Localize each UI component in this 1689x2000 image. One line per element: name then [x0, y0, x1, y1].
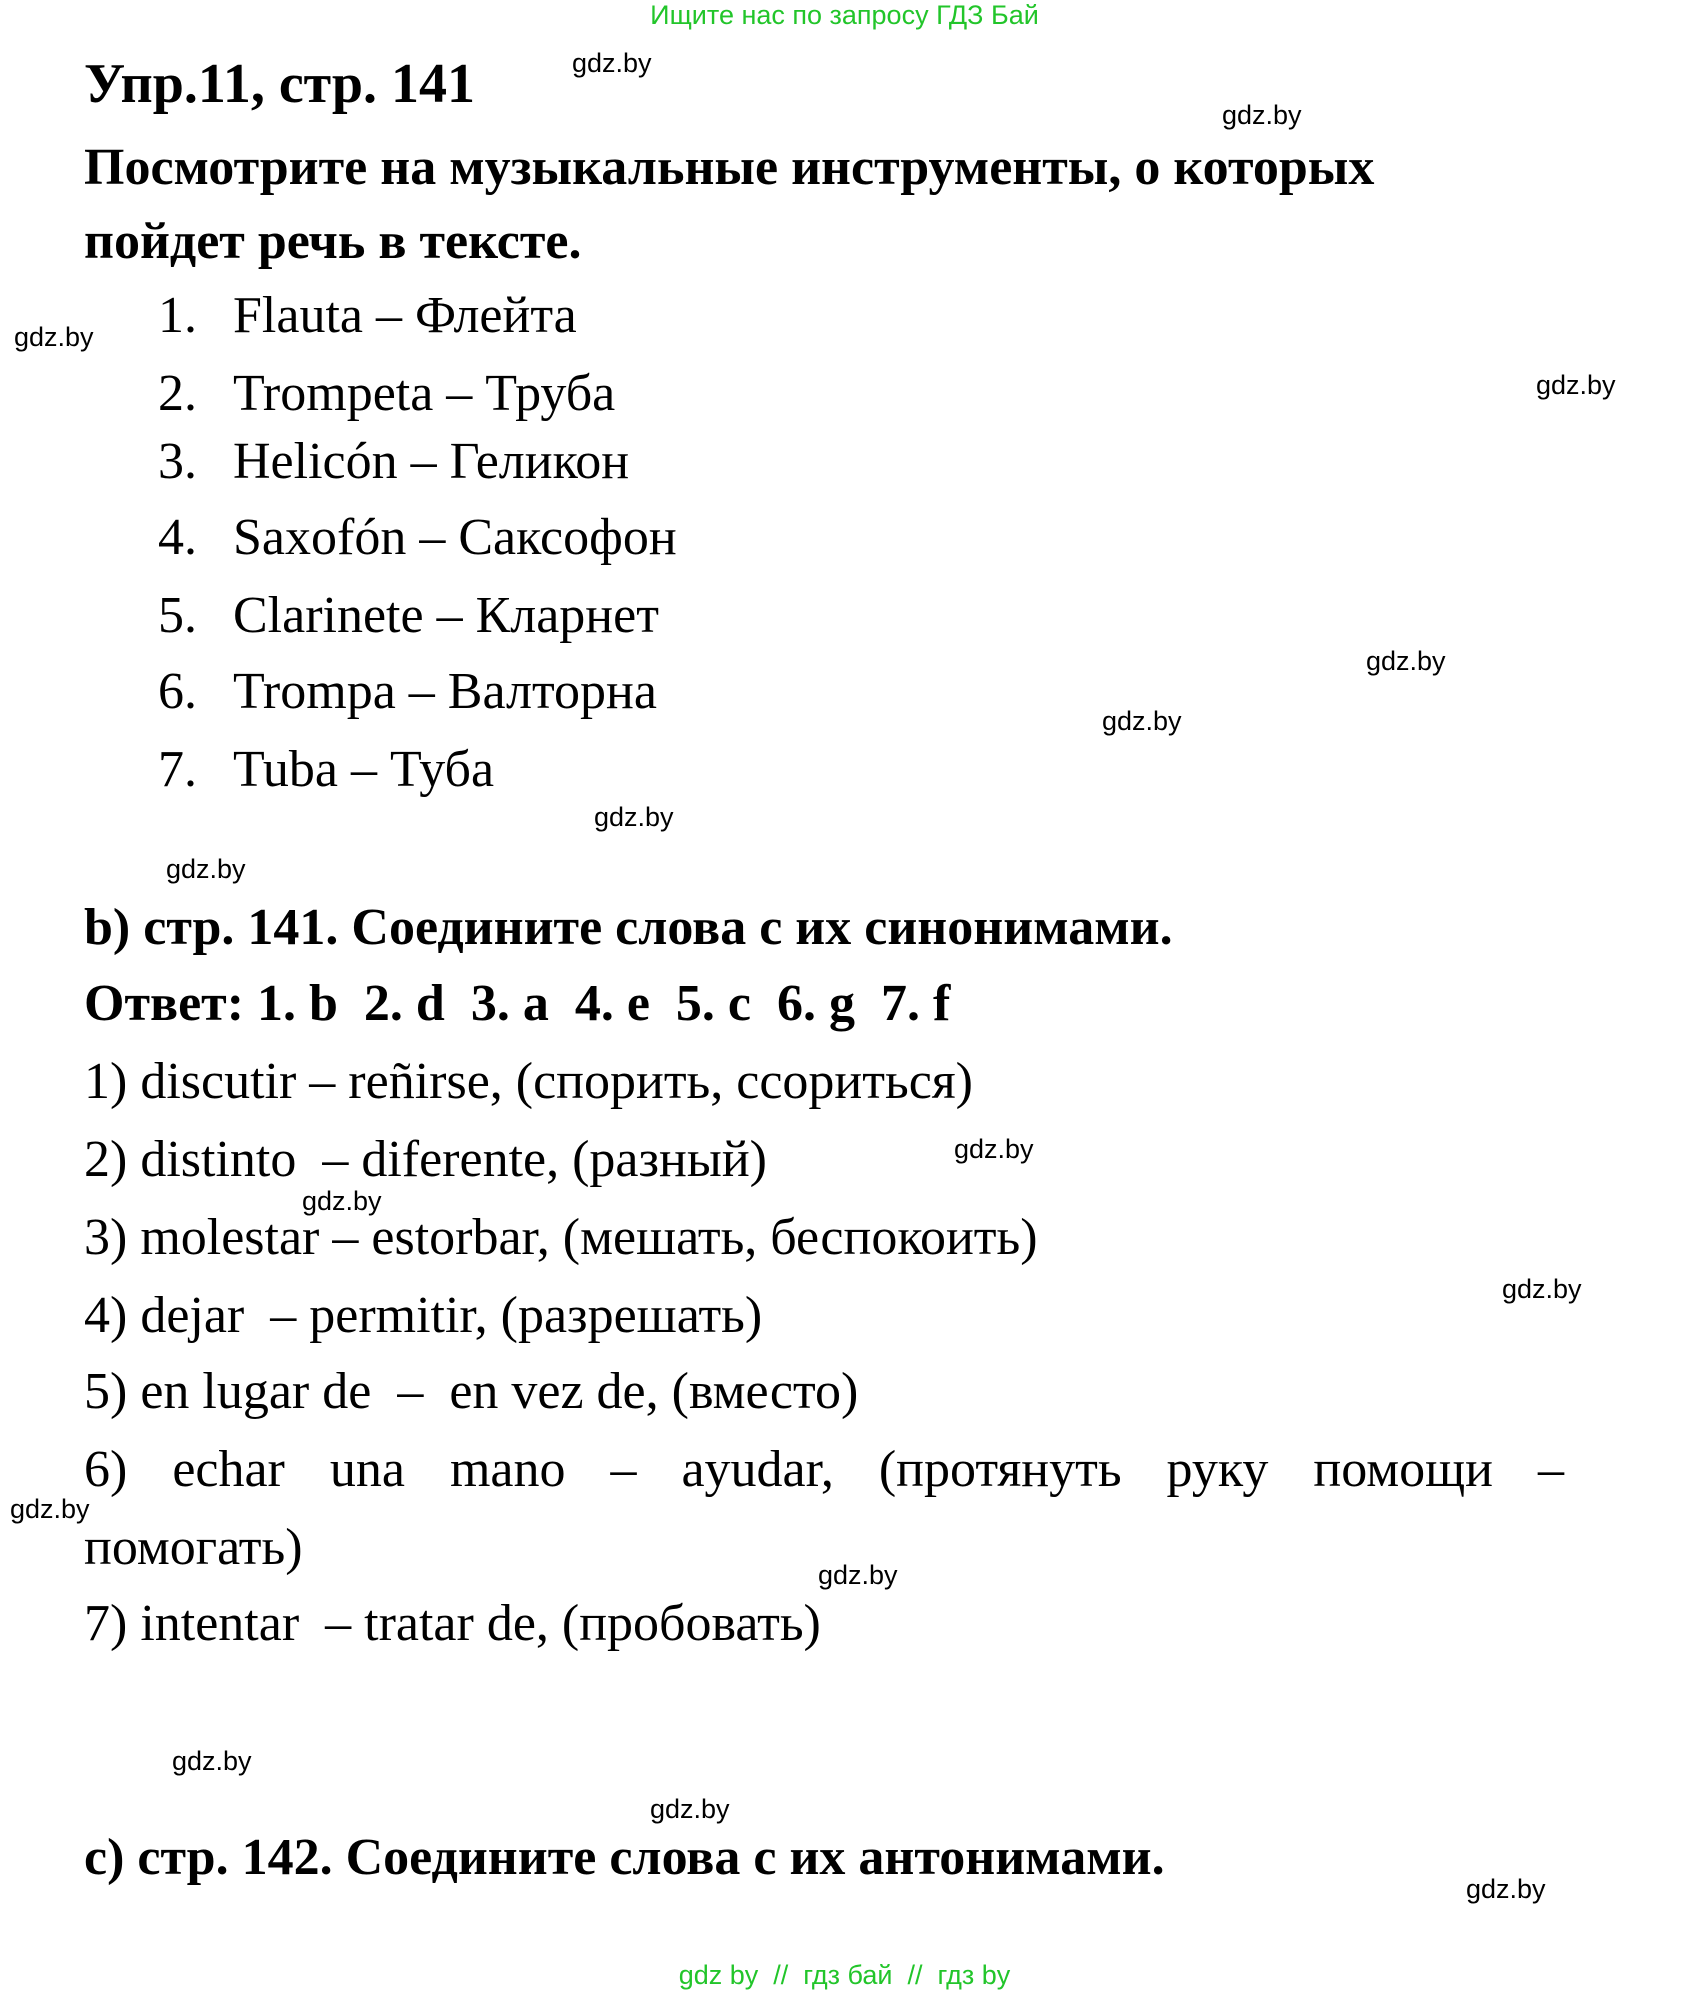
watermark: gdz.by: [572, 48, 652, 78]
item-text: Tuba – Туба: [233, 741, 495, 798]
synonym-line: 1) discutir – reñirse, (спорить, ссориться): [84, 1053, 974, 1110]
item-number: 2.: [158, 365, 197, 422]
synonym-line: 3) molestar – estorbar, (мешать, беспокоить): [84, 1209, 1038, 1266]
watermark: gdz.by: [650, 1794, 730, 1824]
instrument-item: [158, 740, 494, 799]
watermark: gdz.by: [1502, 1274, 1582, 1304]
item-number: 7.: [158, 741, 197, 798]
instrument-item: [158, 586, 659, 645]
synonym-line: 6) echar una mano – ayudar, (протянуть руку помощи –: [84, 1441, 1564, 1498]
watermark: gdz.by: [14, 322, 94, 352]
watermark: gdz.by: [1102, 706, 1182, 736]
section-b-heading: b) стр. 141. Соедините слова с их синонимами.: [84, 899, 1173, 956]
instrument-item: [158, 286, 577, 345]
watermark: gdz.by: [10, 1494, 90, 1524]
instruction-line-1: Посмотрите на музыкальные инструменты, о которых: [84, 139, 1375, 196]
synonym-line: 5) en lugar de – en vez de, (вместо): [84, 1363, 859, 1420]
watermark: gdz.by: [954, 1134, 1034, 1164]
item-text: Trompa – Валторна: [233, 663, 657, 720]
item-text: Trompeta – Труба: [233, 365, 616, 422]
watermark: gdz.by: [818, 1560, 898, 1590]
watermark: gdz.by: [302, 1186, 382, 1216]
instrument-item: [158, 364, 615, 423]
answer-line: Ответ: 1. b 2. d 3. a 4. e 5. c 6. g 7. f: [84, 975, 951, 1032]
item-text: Flauta – Флейта: [233, 287, 577, 344]
watermark: gdz.by: [1366, 646, 1446, 676]
item-number: 3.: [158, 433, 197, 490]
item-number: 4.: [158, 509, 197, 566]
synonym-line: 7) intentar – tratar de, (пробовать): [84, 1595, 821, 1652]
watermark: gdz.by: [1466, 1874, 1546, 1904]
watermark: gdz.by: [172, 1746, 252, 1776]
item-text: Saxofón – Саксофон: [233, 509, 677, 566]
top-banner[interactable]: Ищите нас по запросу ГДЗ Бай: [650, 0, 1039, 30]
instrument-item: [158, 508, 677, 567]
exercise-title: Упр.11, стр. 141: [84, 53, 476, 115]
item-number: 5.: [158, 587, 197, 644]
watermark: gdz.by: [594, 802, 674, 832]
item-number: 6.: [158, 663, 197, 720]
watermark: gdz.by: [166, 854, 246, 884]
item-text: Clarinete – Кларнет: [233, 587, 659, 644]
synonym-line: 4) dejar – permitir, (разрешать): [84, 1287, 763, 1344]
synonym-line: 2) distinto – diferente, (разный): [84, 1131, 767, 1188]
instrument-item: [158, 662, 657, 721]
watermark: gdz.by: [1536, 370, 1616, 400]
item-text: Helicón – Геликон: [233, 433, 630, 490]
item-number: 1.: [158, 287, 197, 344]
footer-links[interactable]: gdz by // гдз бай // гдз by: [678, 1960, 1011, 1990]
synonym-line-continuation: помогать): [84, 1519, 303, 1576]
watermark: gdz.by: [1222, 100, 1302, 130]
instrument-item: [158, 432, 629, 491]
section-c-heading: c) стр. 142. Соедините слова с их антонимами.: [84, 1829, 1165, 1886]
instruction-line-2: пойдет речь в тексте.: [84, 213, 582, 270]
